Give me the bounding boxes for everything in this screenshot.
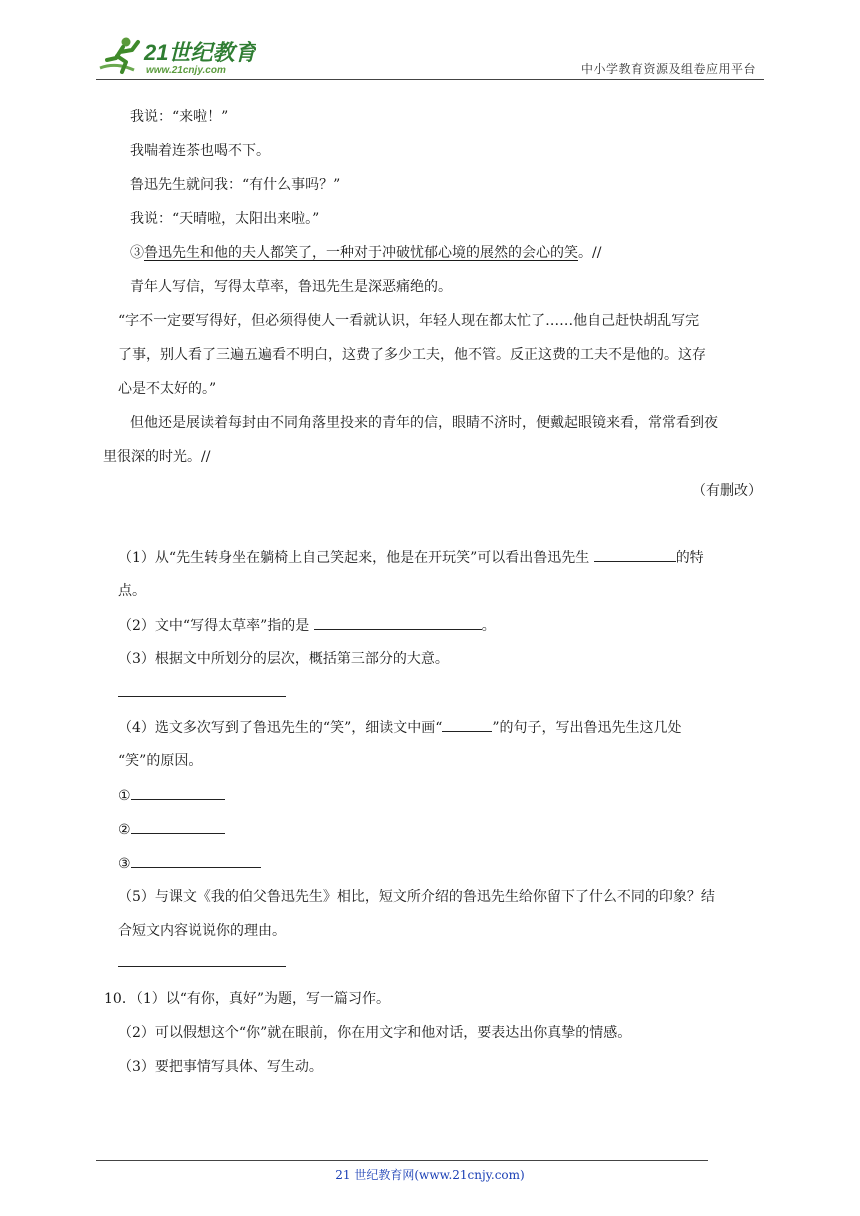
logo-text: 21世纪教育 xyxy=(144,40,256,65)
logo-url: www.21cnjy.com xyxy=(146,65,226,76)
circled-number: ② xyxy=(118,822,131,838)
answer-line[interactable] xyxy=(118,966,286,967)
question-text: 点。 xyxy=(118,583,146,599)
question-10: 10．（1）以“有你，真好”为题，写一篇习作。 xyxy=(104,991,391,1007)
line-tail: 。// xyxy=(578,245,602,261)
question-5: （5）与课文《我的伯父鲁迅先生》相比，短文所介绍的鲁迅先生给你留下了什么不同的印象？结 xyxy=(118,889,715,905)
answer-blank[interactable] xyxy=(314,615,482,630)
question-text: （4）选文多次写到了鲁迅先生的“笑”，细读文中画“ xyxy=(118,720,443,736)
question-text: （1）从“先生转身坐在躺椅上自己笑起来，他是在开玩笑”可以看出鲁迅先生 xyxy=(118,550,590,566)
passage-line: “字不一定要写得好，但必须得使人一看就认识，年轻人现在都太忙了……他自己赶快胡乱写完 xyxy=(118,313,700,329)
passage-line: 了事，别人看了三遍五遍看不明白，这费了多少工夫，他不管。反正这费的工夫不是他的。这存 xyxy=(118,347,706,363)
question-text: 合短文内容说说你的理由。 xyxy=(118,923,286,939)
footer-divider xyxy=(96,1160,708,1161)
answer-blank[interactable] xyxy=(131,819,225,834)
question-2 xyxy=(118,615,496,636)
answer-blank[interactable] xyxy=(131,785,225,800)
passage-line-marked xyxy=(130,243,601,263)
answer-item-2 xyxy=(118,819,225,840)
question-4 xyxy=(118,717,682,738)
platform-name: 中小学教育资源及组卷应用平台 xyxy=(580,62,756,76)
answer-line[interactable] xyxy=(118,696,286,697)
underline-sample xyxy=(442,717,492,732)
circled-number: ③ xyxy=(130,245,144,261)
circled-number: ③ xyxy=(118,856,131,872)
passage-line: 我喘着连茶也喝不下。 xyxy=(130,143,270,159)
passage-line: 我说：“天晴啦，太阳出来啦。” xyxy=(130,211,320,227)
question-text: ”的句子，写出鲁迅先生这几处 xyxy=(492,720,682,736)
passage-line: 里很深的时光。// xyxy=(103,449,211,465)
passage-line: 鲁迅先生就问我：“有什么事吗？” xyxy=(130,177,341,193)
underlined-sentence: 鲁迅先生和他的夫人都笑了，一种对于冲破忧郁心境的展然的会心的笑 xyxy=(144,245,578,261)
answer-blank[interactable] xyxy=(131,853,261,868)
question-1 xyxy=(118,547,704,568)
circled-number: ① xyxy=(118,788,131,804)
answer-blank[interactable] xyxy=(594,547,676,562)
question-10-line: （2）可以假想这个“你”就在眼前，你在用文字和他对话，要表达出你真挚的情感。 xyxy=(118,1025,632,1041)
passage-line: 青年人写信，写得太草率，鲁迅先生是深恶痛绝的。 xyxy=(130,279,452,295)
answer-item-3 xyxy=(118,853,261,874)
answer-item-1 xyxy=(118,785,225,806)
question-10-line: （3）要把事情写具体、写生动。 xyxy=(118,1059,323,1075)
passage-line: 但他还是展读着每封由不同角落里投来的青年的信，眼睛不济时，便戴起眼镜来看，常常看到夜 xyxy=(130,415,718,431)
footer-link[interactable]: 21 世纪教育网(www.21cnjy.com) xyxy=(335,1168,525,1182)
source-note: （有删改） xyxy=(692,483,762,499)
question-text: 。 xyxy=(481,618,496,634)
question-3: （3）根据文中所划分的层次，概括第三部分的大意。 xyxy=(118,651,449,667)
question-text: “笑”的原因。 xyxy=(118,753,203,769)
passage-line: 心是不太好的。” xyxy=(118,381,217,397)
site-logo xyxy=(96,34,256,78)
question-text: 的特 xyxy=(675,550,704,566)
question-text: （2）文中“写得太草率”指的是 xyxy=(118,618,310,634)
passage-line: 我说：“来啦！” xyxy=(130,109,229,125)
header-divider xyxy=(96,79,764,80)
